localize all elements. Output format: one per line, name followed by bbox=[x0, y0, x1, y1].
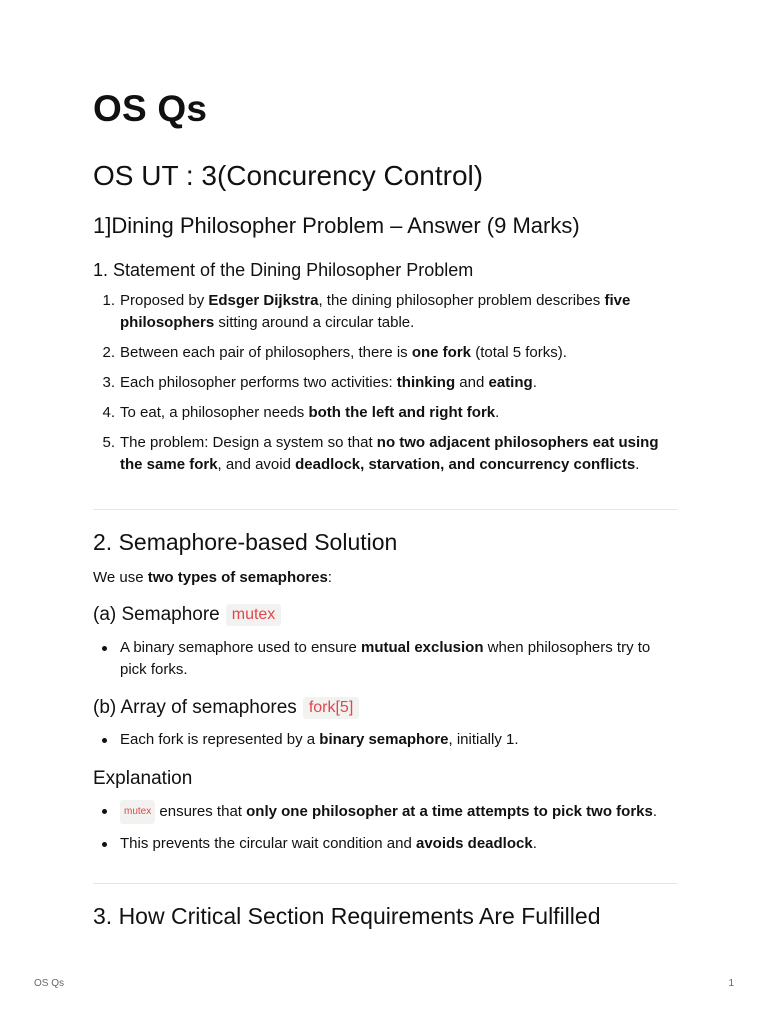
list-item: 4. To eat, a philosopher needs both the left and right fork. bbox=[102, 404, 500, 421]
inline-code: mutex bbox=[226, 604, 282, 626]
list-item: mutex ensures that only one philosopher at a time attempts to pick two forks. bbox=[120, 800, 677, 824]
bullet-icon bbox=[102, 646, 107, 651]
bullet-icon bbox=[102, 738, 107, 743]
page-number: 1 bbox=[728, 978, 734, 989]
semaphore-intro: We use two types of semaphores: bbox=[93, 569, 332, 586]
section-divider bbox=[93, 883, 677, 884]
semaphore-heading: 2. Semaphore-based Solution bbox=[93, 529, 398, 555]
list-item: 5. The problem: Design a system so that no two adjacent philosophers eat using the same fork, and avoid deadlock, starvation, and concurrency conflicts. bbox=[102, 434, 659, 473]
explanation-heading: Explanation bbox=[93, 768, 193, 789]
unit-heading: OS UT : 3(Concurency Control) bbox=[93, 160, 484, 191]
inline-code: fork[5] bbox=[303, 697, 359, 719]
inline-code: mutex bbox=[120, 800, 155, 824]
page-title: OS Qs bbox=[93, 88, 208, 129]
list-item: 1. Proposed by Edsger Dijkstra, the dining philosopher problem describes five philosophers sitting around a circular table. bbox=[102, 292, 631, 331]
semaphore-a-heading: (a) Semaphore mutex bbox=[93, 604, 281, 626]
critical-section-heading: 3. How Critical Section Requirements Are Fulfilled bbox=[93, 903, 601, 929]
semaphore-a-list bbox=[93, 637, 677, 690]
statement-list bbox=[93, 290, 677, 484]
list-item: A binary semaphore used to ensure mutual exclusion when philosophers try to pick forks. bbox=[120, 637, 677, 681]
explanation-list bbox=[93, 800, 677, 864]
list-item: 3. Each philosopher performs two activities: thinking and eating. bbox=[102, 374, 537, 391]
list-item: Each fork is represented by a binary semaphore, initially 1. bbox=[120, 729, 677, 751]
bullet-icon bbox=[102, 809, 107, 814]
list-item: This prevents the circular wait condition and avoids deadlock. bbox=[120, 833, 677, 855]
section-divider bbox=[93, 509, 677, 510]
statement-heading: 1. Statement of the Dining Philosopher Problem bbox=[93, 260, 474, 280]
list-item: 2. Between each pair of philosophers, there is one fork (total 5 forks). bbox=[102, 344, 567, 361]
question-heading: 1]Dining Philosopher Problem – Answer (9 Marks) bbox=[93, 213, 580, 238]
semaphore-b-heading: (b) Array of semaphores fork[5] bbox=[93, 697, 359, 719]
bullet-icon bbox=[102, 842, 107, 847]
semaphore-b-list bbox=[93, 729, 677, 760]
footer-title: OS Qs bbox=[34, 978, 65, 989]
